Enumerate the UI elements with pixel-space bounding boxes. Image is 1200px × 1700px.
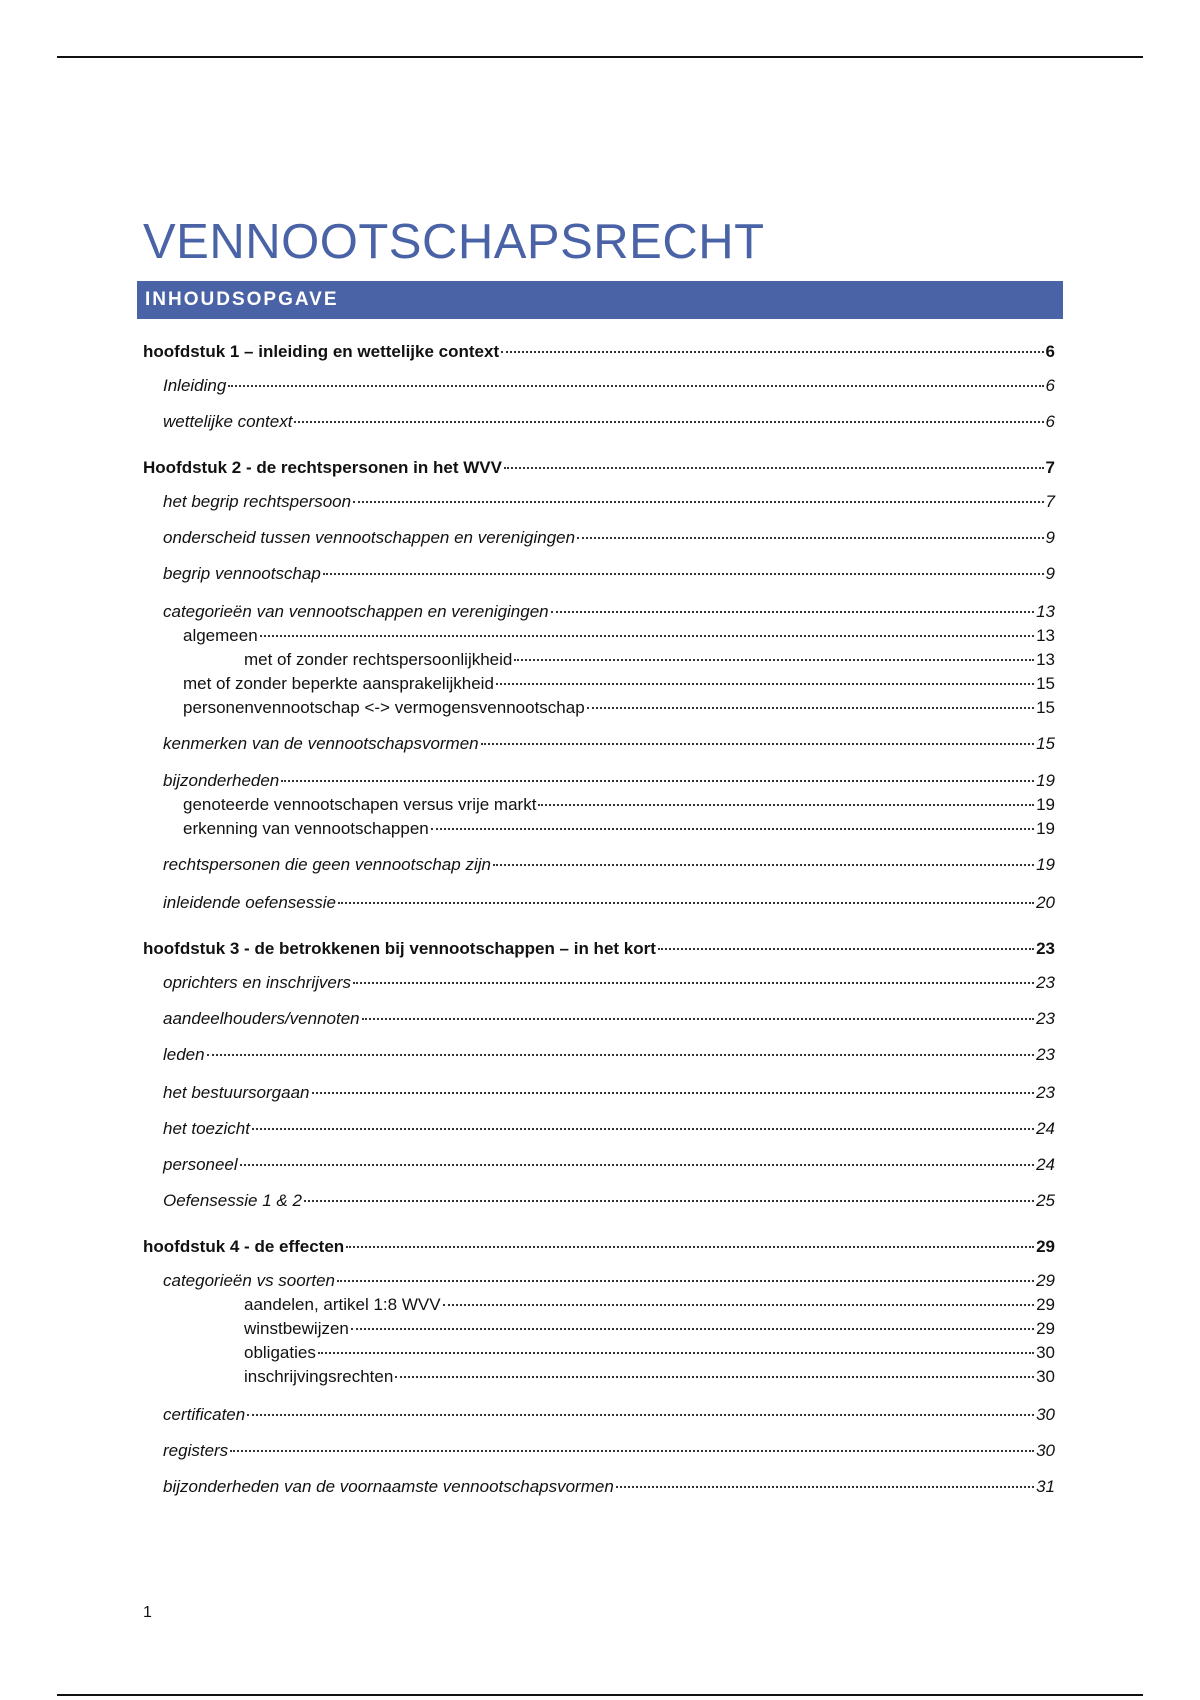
toc-subsubsection[interactable]: inschrijvingsrechten 30: [244, 1367, 1055, 1386]
toc-section[interactable]: begrip vennootschap 9: [163, 564, 1055, 583]
toc-subsubsection[interactable]: aandelen, artikel 1:8 WVV 29: [244, 1295, 1055, 1314]
table-of-contents: [143, 340, 1055, 1499]
toc-section[interactable]: categorieën vs soorten 29: [163, 1271, 1055, 1290]
toc-section[interactable]: personeel 24: [163, 1155, 1055, 1174]
toc-subsection[interactable]: genoteerde vennootschapen versus vrije markt 19: [183, 795, 1055, 814]
toc-section[interactable]: Oefensessie 1 & 2 25: [163, 1191, 1055, 1210]
toc-section[interactable]: oprichters en inschrijvers 23: [163, 973, 1055, 992]
toc-section[interactable]: het bestuursorgaan 23: [163, 1083, 1055, 1102]
toc-chapter-1[interactable]: hoofdstuk 1 – inleiding en wettelijke context 6: [143, 342, 1055, 361]
header-rule: [57, 56, 1143, 58]
toc-section[interactable]: leden 23: [163, 1045, 1055, 1064]
toc-section[interactable]: inleidende oefensessie 20: [163, 893, 1055, 912]
toc-subsection[interactable]: met of zonder beperkte aansprakelijkheid 15: [183, 674, 1055, 693]
toc-section[interactable]: aandeelhouders/vennoten 23: [163, 1009, 1055, 1028]
toc-section[interactable]: kenmerken van de vennootschapsvormen 15: [163, 734, 1055, 753]
toc-subsection[interactable]: personenvennootschap <-> vermogensvennootschap 15: [183, 698, 1055, 717]
toc-subsubsection[interactable]: winstbewijzen 29: [244, 1319, 1055, 1338]
footer-rule: [57, 1694, 1143, 1696]
toc-section[interactable]: bijzonderheden van de voornaamste vennootschapsvormen 31: [163, 1477, 1055, 1496]
toc-section[interactable]: registers 30: [163, 1441, 1055, 1460]
toc-subsection[interactable]: erkenning van vennootschappen 19: [183, 819, 1055, 838]
page-number: 1: [143, 1604, 152, 1621]
toc-subsubsection[interactable]: met of zonder rechtspersoonlijkheid 13: [244, 650, 1055, 669]
document-title: VENNOOTSCHAPSRECHT: [143, 215, 765, 269]
toc-section[interactable]: categorieën van vennootschappen en verenigingen 13: [163, 602, 1055, 621]
toc-chapter-4[interactable]: hoofdstuk 4 - de effecten 29: [143, 1237, 1055, 1256]
toc-heading: INHOUDSOPGAVE: [137, 281, 1063, 319]
toc-section[interactable]: certificaten 30: [163, 1405, 1055, 1424]
toc-chapter-3[interactable]: hoofdstuk 3 - de betrokkenen bij vennootschappen – in het kort 23: [143, 939, 1055, 958]
toc-section[interactable]: het toezicht 24: [163, 1119, 1055, 1138]
toc-section[interactable]: Inleiding 6: [163, 376, 1055, 395]
toc-chapter-2[interactable]: Hoofdstuk 2 - de rechtspersonen in het WVV 7: [143, 458, 1055, 477]
toc-section[interactable]: onderscheid tussen vennootschappen en verenigingen 9: [163, 528, 1055, 547]
toc-subsection[interactable]: algemeen 13: [183, 626, 1055, 645]
toc-section[interactable]: het begrip rechtspersoon 7: [163, 492, 1055, 511]
toc-section[interactable]: rechtspersonen die geen vennootschap zijn 19: [163, 855, 1055, 874]
toc-subsubsection[interactable]: obligaties 30: [244, 1343, 1055, 1362]
toc-section[interactable]: bijzonderheden 19: [163, 771, 1055, 790]
toc-section[interactable]: wettelijke context 6: [163, 412, 1055, 431]
